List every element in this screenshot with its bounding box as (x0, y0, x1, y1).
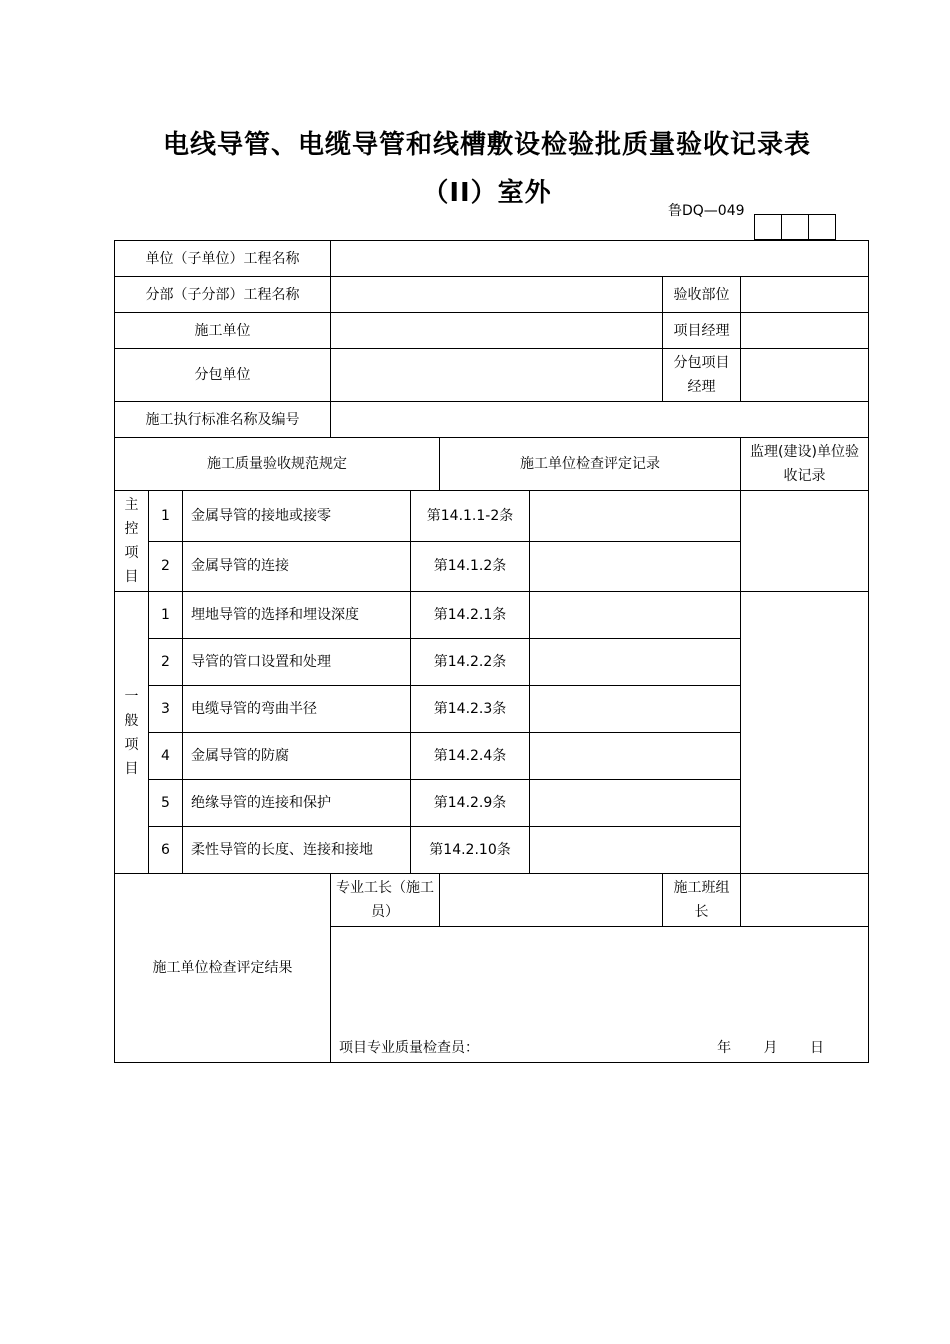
row-no: 6 (149, 827, 183, 874)
sub-project-field[interactable] (331, 277, 663, 313)
general-supervisor-field[interactable] (741, 592, 869, 874)
inspection-table (114, 240, 869, 1063)
row-clause: 第14.2.1条 (411, 592, 530, 639)
label-acceptance-part: 验收部位 (663, 277, 741, 313)
row-clause: 第14.2.9条 (411, 780, 530, 827)
label-sub-project: 分部（子分部）工程名称 (115, 277, 331, 313)
row-clause: 第14.1.2条 (411, 541, 530, 592)
row-item: 导管的管口设置和处理 (183, 639, 411, 686)
row-record[interactable] (530, 827, 741, 874)
label-sub-project-manager: 分包项目经理 (663, 349, 741, 402)
row-item: 埋地导管的选择和埋设深度 (183, 592, 411, 639)
row-item: 金属导管的接地或接零 (183, 491, 411, 542)
row-clause: 第14.1.1-2条 (411, 491, 530, 542)
label-contractor: 施工单位 (115, 313, 331, 349)
row-record[interactable] (530, 491, 741, 542)
sub-project-manager-field[interactable] (741, 349, 869, 402)
row-record[interactable] (530, 733, 741, 780)
row-record[interactable] (530, 639, 741, 686)
form-title: 电线导管、电缆导管和线槽敷设检验批质量验收记录表 (162, 130, 811, 160)
label-team-leader: 施工班组长 (663, 874, 741, 927)
row-record[interactable] (530, 686, 741, 733)
row-item: 金属导管的连接 (183, 541, 411, 592)
project-manager-field[interactable] (741, 313, 869, 349)
col-supervisor-record: 监理(建设)单位验收记录 (741, 438, 869, 491)
row-no: 3 (149, 686, 183, 733)
row-no: 2 (149, 639, 183, 686)
team-leader-field[interactable] (741, 874, 869, 927)
row-record[interactable] (530, 592, 741, 639)
contractor-field[interactable] (331, 313, 663, 349)
foreman-field[interactable] (440, 874, 663, 927)
row-no: 2 (149, 541, 183, 592)
table-row (115, 491, 869, 542)
col-spec: 施工质量验收规范规定 (115, 438, 440, 491)
main-items-label: 主控项目 (115, 491, 149, 592)
code-boxes (755, 214, 836, 240)
date-label: 年 月 日 (717, 1040, 825, 1056)
row-clause: 第14.2.10条 (411, 827, 530, 874)
row-item: 柔性导管的长度、连接和接地 (183, 827, 411, 874)
main-supervisor-field[interactable] (741, 491, 869, 592)
row-no: 1 (149, 592, 183, 639)
row-item: 电缆导管的弯曲半径 (183, 686, 411, 733)
label-project-manager: 项目经理 (663, 313, 741, 349)
col-contractor-record: 施工单位检查评定记录 (440, 438, 741, 491)
acceptance-part-field[interactable] (741, 277, 869, 313)
label-standard: 施工执行标准名称及编号 (115, 402, 331, 438)
row-item: 金属导管的防腐 (183, 733, 411, 780)
code-box[interactable] (754, 214, 782, 240)
standard-field[interactable] (331, 402, 869, 438)
form-code: 鲁DQ—049 (668, 203, 745, 219)
code-box[interactable] (781, 214, 809, 240)
row-no: 1 (149, 491, 183, 542)
general-items-label: 一般项目 (115, 592, 149, 874)
row-clause: 第14.2.2条 (411, 639, 530, 686)
subcontractor-field[interactable] (331, 349, 663, 402)
label-subcontractor: 分包单位 (115, 349, 331, 402)
result-label: 施工单位检查评定结果 (115, 874, 331, 1063)
label-unit-project: 单位（子单位）工程名称 (115, 241, 331, 277)
table-row (115, 592, 869, 639)
code-box[interactable] (808, 214, 836, 240)
result-field[interactable] (331, 927, 869, 1063)
label-foreman: 专业工长（施工员） (331, 874, 440, 927)
row-item: 绝缘导管的连接和保护 (183, 780, 411, 827)
form-subtitle: （ⅠⅠ）室外 (422, 178, 552, 208)
row-clause: 第14.2.4条 (411, 733, 530, 780)
unit-project-field[interactable] (331, 241, 869, 277)
row-no: 5 (149, 780, 183, 827)
inspector-label: 项目专业质量检查员： (339, 1040, 480, 1056)
row-record[interactable] (530, 541, 741, 592)
row-record[interactable] (530, 780, 741, 827)
row-no: 4 (149, 733, 183, 780)
row-clause: 第14.2.3条 (411, 686, 530, 733)
